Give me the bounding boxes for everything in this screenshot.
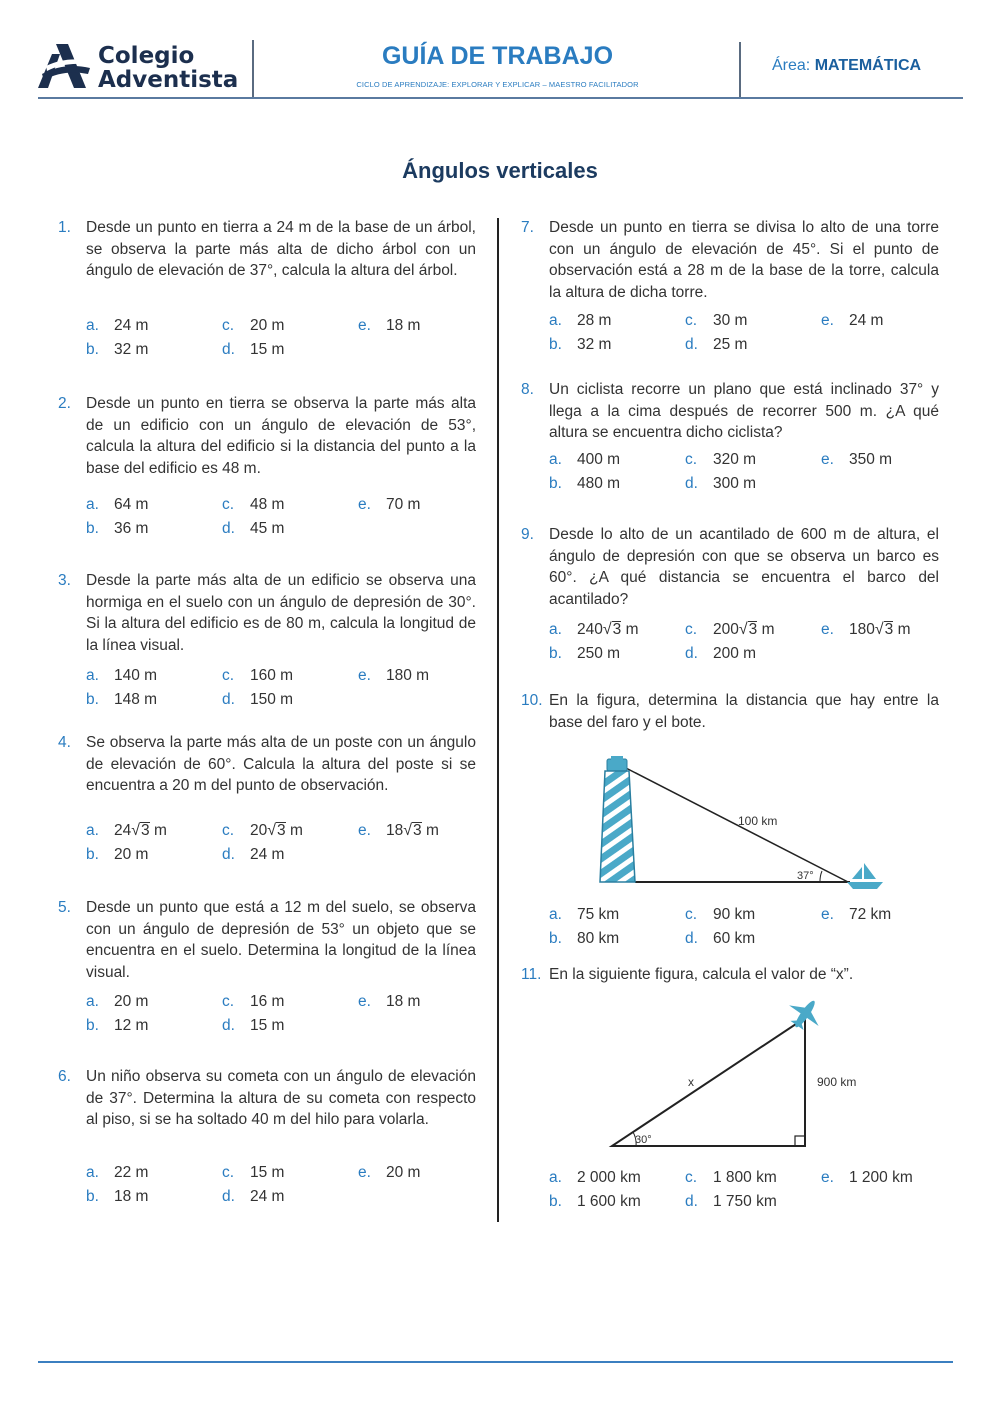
hypotenuse-label: 100 km	[738, 814, 778, 828]
option-value: 30 m	[713, 312, 748, 329]
option-letter: c.	[222, 1164, 235, 1181]
option-letter: c.	[685, 906, 698, 923]
school-name-line1: Colegio	[98, 43, 195, 69]
option-c[interactable]	[222, 990, 284, 1014]
option-letter: e.	[821, 451, 834, 468]
question-text: Desde un punto en tierra se observa la parte más alta de un edificio con un ángulo de elevación de 53°, calcula la altura del edificio si la distancia del punto a la base del edificio es 48 m.	[86, 395, 476, 477]
option-d[interactable]	[222, 338, 284, 362]
option-letter: c.	[685, 1169, 698, 1186]
option-letter: c.	[685, 621, 698, 638]
question-6	[58, 1066, 476, 1131]
question-text: En la siguiente figura, calcula el valor de “x”.	[549, 966, 854, 983]
option-coefficient: 240	[577, 621, 603, 638]
option-value: 28 m	[577, 312, 612, 329]
option-unit: m	[893, 621, 911, 638]
plane-triangle-figure	[600, 990, 880, 1150]
option-unit: m	[621, 621, 639, 638]
sqrt-symbol: √	[267, 822, 277, 839]
option-value: 48 m	[250, 496, 285, 513]
option-letter: a.	[549, 906, 562, 923]
option-radicand: 3	[884, 621, 894, 638]
question-number: 10.	[521, 692, 543, 709]
sqrt-symbol: √	[602, 621, 612, 638]
option-a[interactable]	[549, 309, 611, 333]
option-b[interactable]	[86, 1185, 148, 1209]
option-e[interactable]	[821, 1166, 913, 1190]
option-letter: a.	[86, 822, 99, 839]
option-value: 24 m	[250, 1188, 285, 1205]
question-8	[521, 379, 939, 444]
option-coefficient: 200	[713, 621, 739, 638]
question-text: En la figura, determina la distancia que hay entre la base del faro y el bote.	[549, 692, 939, 731]
option-letter: b.	[549, 930, 562, 947]
option-d[interactable]	[685, 472, 756, 496]
option-value: 36 m	[114, 520, 149, 537]
question-9	[521, 524, 939, 610]
question-11	[521, 964, 939, 986]
question-number: 9.	[521, 526, 534, 543]
option-letter: e.	[821, 621, 834, 638]
question-number: 5.	[58, 899, 71, 916]
option-unit: m	[149, 822, 167, 839]
question-text: Desde un punto que está a 12 m del suelo, se observa con un ángulo de depresión de 53° un objeto que se encuentra en el suelo. Determina la longitud de la línea visual.	[86, 899, 476, 981]
option-a[interactable]	[549, 448, 620, 472]
option-letter: e.	[358, 822, 371, 839]
question-7	[521, 217, 939, 303]
right-triangle	[612, 1018, 805, 1146]
lighthouse-icon	[600, 756, 635, 882]
option-letter: e.	[358, 317, 371, 334]
question-5	[58, 897, 476, 983]
option-coefficient: 20	[250, 822, 268, 839]
option-b[interactable]	[86, 688, 157, 712]
question-10	[521, 690, 939, 733]
hypotenuse-line	[624, 767, 848, 882]
option-value: 60 km	[713, 930, 756, 947]
option-e[interactable]	[821, 309, 883, 333]
option-b[interactable]	[86, 338, 148, 362]
option-letter: c.	[222, 993, 235, 1010]
question-1	[58, 217, 476, 282]
option-c[interactable]	[222, 493, 284, 517]
right-angle-mark	[795, 1136, 805, 1146]
option-letter: b.	[86, 520, 99, 537]
angle-30-label: 30°	[635, 1134, 652, 1146]
question-number: 11.	[521, 966, 542, 983]
option-letter: c.	[222, 667, 235, 684]
option-letter: b.	[549, 645, 562, 662]
page-title: GUÍA DE TRABAJO	[381, 42, 614, 70]
option-letter: b.	[549, 1193, 562, 1210]
option-b[interactable]	[86, 1014, 148, 1038]
option-coefficient: 180	[849, 621, 875, 638]
option-letter: c.	[222, 496, 235, 513]
option-value: 32 m	[114, 341, 149, 358]
option-value: 160 m	[250, 667, 294, 684]
option-value: 350 m	[849, 451, 893, 468]
option-value: 45 m	[250, 520, 285, 537]
option-value: 24 m	[114, 317, 149, 334]
question-text: Desde un punto en tierra a 24 m de la base de un árbol, se observa la parte más alta de dicho árbol con un ángulo de elevación de 37°, calcula la altura del árbol.	[86, 219, 476, 279]
option-value: 75 km	[577, 906, 620, 923]
option-letter: d.	[685, 930, 698, 947]
option-letter: d.	[685, 1193, 698, 1210]
option-letter: d.	[685, 645, 698, 662]
question-3	[58, 570, 476, 656]
option-value: 180 m	[386, 667, 430, 684]
option-c[interactable]	[222, 819, 303, 843]
option-value: 1 800 km	[713, 1169, 777, 1186]
option-value: 150 m	[250, 691, 294, 708]
option-value: 140 m	[114, 667, 158, 684]
boat-icon	[847, 863, 883, 889]
question-2	[58, 393, 476, 479]
option-a[interactable]	[86, 990, 148, 1014]
option-letter: a.	[86, 496, 99, 513]
option-value: 1 200 km	[849, 1169, 913, 1186]
option-radicand: 3	[413, 822, 422, 839]
option-c[interactable]	[685, 903, 755, 927]
option-c[interactable]	[685, 309, 747, 333]
option-d[interactable]	[222, 843, 284, 867]
option-coefficient: 24	[114, 822, 132, 839]
option-e[interactable]	[358, 664, 429, 688]
option-c[interactable]	[222, 664, 293, 688]
header-rule	[38, 97, 963, 99]
option-b[interactable]	[86, 843, 148, 867]
option-letter: a.	[86, 1164, 99, 1181]
option-letter: d.	[222, 1188, 235, 1205]
option-letter: c.	[222, 317, 235, 334]
option-value: 80 km	[577, 930, 620, 947]
option-d[interactable]	[685, 642, 756, 666]
option-letter: b.	[549, 475, 562, 492]
option-letter: b.	[549, 336, 562, 353]
option-letter: c.	[222, 822, 235, 839]
option-letter: b.	[86, 341, 99, 358]
option-letter: a.	[86, 667, 99, 684]
option-value: 300 m	[713, 475, 757, 492]
option-b[interactable]	[549, 927, 619, 951]
option-value: 250 m	[577, 645, 621, 662]
option-letter: e.	[358, 667, 371, 684]
option-value: 15 m	[250, 1017, 285, 1034]
option-d[interactable]	[685, 1190, 777, 1214]
option-value: 400 m	[577, 451, 621, 468]
option-value: 12 m	[114, 1017, 149, 1034]
option-value: 320 m	[713, 451, 757, 468]
option-value: 480 m	[577, 475, 621, 492]
option-letter: b.	[86, 1188, 99, 1205]
option-e[interactable]	[358, 819, 439, 843]
question-number: 4.	[58, 734, 71, 751]
question-number: 2.	[58, 395, 71, 412]
question-text: Desde lo alto de un acantilado de 600 m de altura, el ángulo de depresión con que se observa un barco es 60°. ¿A qué distancia se encuentra el barco del acantilado?	[549, 526, 939, 608]
option-letter: a.	[549, 312, 562, 329]
option-unit: m	[757, 621, 775, 638]
option-value: 70 m	[386, 496, 421, 513]
option-a[interactable]	[549, 903, 619, 927]
option-radicand: 3	[748, 621, 758, 638]
option-b[interactable]	[549, 1190, 641, 1214]
option-e[interactable]	[358, 990, 420, 1014]
option-d[interactable]	[222, 1185, 284, 1209]
option-d[interactable]	[222, 688, 293, 712]
option-letter: e.	[821, 906, 834, 923]
option-value: 32 m	[577, 336, 612, 353]
option-letter: d.	[685, 336, 698, 353]
option-letter: e.	[358, 496, 371, 513]
option-value: 20 m	[386, 1164, 421, 1181]
option-letter: b.	[86, 1017, 99, 1034]
option-coefficient: 18	[386, 822, 404, 839]
option-e[interactable]	[821, 903, 891, 927]
option-a[interactable]	[86, 1161, 148, 1185]
option-value: 18 m	[386, 317, 421, 334]
option-letter: a.	[86, 317, 99, 334]
option-letter: b.	[86, 691, 99, 708]
question-text: Desde un punto en tierra se divisa lo alto de una torre con un ángulo de elevación de 45°. Si el punto de observación está a 28 m de la base de la torre, calcula la altura de dicha torre.	[549, 219, 939, 301]
option-value: 20 m	[250, 317, 285, 334]
subject-area	[772, 57, 921, 75]
column-divider	[497, 218, 499, 1222]
option-b[interactable]	[549, 472, 620, 496]
sqrt-symbol: √	[738, 621, 748, 638]
header-divider-left	[252, 40, 254, 98]
option-letter: e.	[821, 1169, 834, 1186]
option-radicand: 3	[141, 822, 150, 839]
option-a[interactable]	[86, 493, 148, 517]
area-value: MATEMÁTICA	[814, 57, 922, 74]
question-number: 7.	[521, 219, 534, 236]
option-value: 24 m	[849, 312, 884, 329]
option-radicand: 3	[277, 822, 286, 839]
option-letter: a.	[549, 621, 562, 638]
question-number: 6.	[58, 1068, 71, 1085]
option-letter: e.	[358, 1164, 371, 1181]
option-letter: a.	[86, 993, 99, 1010]
option-value: 200 m	[713, 645, 757, 662]
option-value: 20 m	[114, 846, 149, 863]
option-c[interactable]	[222, 314, 284, 338]
option-value: 148 m	[114, 691, 158, 708]
footer-rule	[38, 1361, 953, 1363]
option-value: 18 m	[114, 1188, 149, 1205]
option-letter: b.	[86, 846, 99, 863]
option-value: 22 m	[114, 1164, 149, 1181]
option-e[interactable]	[358, 314, 420, 338]
option-letter: d.	[222, 520, 235, 537]
option-a[interactable]	[86, 664, 157, 688]
option-value: 1 750 km	[713, 1193, 777, 1210]
option-value: 24 m	[250, 846, 285, 863]
option-d[interactable]	[685, 927, 755, 951]
option-letter: d.	[685, 475, 698, 492]
sqrt-symbol: √	[874, 621, 884, 638]
option-c[interactable]	[685, 448, 756, 472]
logo-a-icon	[38, 44, 94, 90]
option-c[interactable]	[685, 1166, 777, 1190]
option-a[interactable]	[86, 314, 148, 338]
school-logo	[38, 40, 253, 96]
option-d[interactable]	[222, 517, 284, 541]
option-b[interactable]	[86, 517, 148, 541]
option-c[interactable]	[685, 618, 775, 642]
option-value: 25 m	[713, 336, 748, 353]
question-text: Desde la parte más alta de un edificio se observa una hormiga en el suelo con un ángulo de depresión de 30°. Si la altura del edificio es de 80 m, calcula la longitud de la línea visual.	[86, 572, 476, 654]
question-number: 8.	[521, 381, 534, 398]
option-unit: m	[285, 822, 303, 839]
option-letter: c.	[685, 451, 698, 468]
option-a[interactable]	[86, 819, 167, 843]
header-divider-right	[739, 42, 741, 98]
option-value: 20 m	[114, 993, 149, 1010]
hypotenuse-x-label: x	[688, 1075, 694, 1089]
sqrt-symbol: √	[131, 822, 141, 839]
option-d[interactable]	[685, 333, 747, 357]
question-4	[58, 732, 476, 797]
option-a[interactable]	[549, 618, 639, 642]
option-a[interactable]	[549, 1166, 641, 1190]
option-letter: d.	[222, 691, 235, 708]
option-c[interactable]	[222, 1161, 284, 1185]
option-letter: a.	[549, 451, 562, 468]
option-letter: e.	[358, 993, 371, 1010]
option-letter: e.	[821, 312, 834, 329]
lighthouse-figure	[588, 755, 888, 890]
option-d[interactable]	[222, 1014, 284, 1038]
document-title: Ángulos verticales	[402, 158, 598, 183]
question-number: 1.	[58, 219, 71, 236]
option-radicand: 3	[612, 621, 622, 638]
option-value: 64 m	[114, 496, 149, 513]
option-value: 15 m	[250, 341, 285, 358]
question-text: Un ciclista recorre un plano que está inclinado 37° y llega a la cima después de recorrer 500 m. ¿A qué altura se encuentra dicho ciclista?	[549, 381, 939, 441]
option-value: 1 600 km	[577, 1193, 641, 1210]
option-value: 90 km	[713, 906, 756, 923]
option-e[interactable]	[358, 493, 420, 517]
option-b[interactable]	[549, 333, 611, 357]
area-label: Área:	[772, 57, 811, 74]
sqrt-symbol: √	[403, 822, 413, 839]
question-text: Se observa la parte más alta de un poste con un ángulo de elevación de 60°. Calcula la altura del poste si se encuentra a 20 m del punto de observación.	[86, 734, 476, 794]
option-value: 2 000 km	[577, 1169, 641, 1186]
option-letter: d.	[222, 846, 235, 863]
option-letter: d.	[222, 1017, 235, 1034]
option-letter: d.	[222, 341, 235, 358]
option-letter: a.	[549, 1169, 562, 1186]
school-name-line2: Adventista	[98, 67, 239, 93]
option-e[interactable]	[358, 1161, 420, 1185]
page-subtitle: CICLO DE APRENDIZAJE: EXPLORAR Y EXPLICAR – MAESTRO FACILITADOR	[356, 80, 639, 89]
option-value: 18 m	[386, 993, 421, 1010]
option-value: 15 m	[250, 1164, 285, 1181]
option-value: 16 m	[250, 993, 285, 1010]
angle-37-label: 37°	[797, 870, 814, 882]
option-e[interactable]	[821, 448, 892, 472]
option-b[interactable]	[549, 642, 620, 666]
option-unit: m	[421, 822, 439, 839]
question-text: Un niño observa su cometa con un ángulo de elevación de 37°. Determina la altura de su cometa con respecto al piso, si se ha soltado 40 m del hilo para volarla.	[86, 1068, 476, 1128]
option-e[interactable]	[821, 618, 911, 642]
question-number: 3.	[58, 572, 71, 589]
option-value: 72 km	[849, 906, 892, 923]
option-letter: c.	[685, 312, 698, 329]
side-900-label: 900 km	[817, 1075, 857, 1089]
